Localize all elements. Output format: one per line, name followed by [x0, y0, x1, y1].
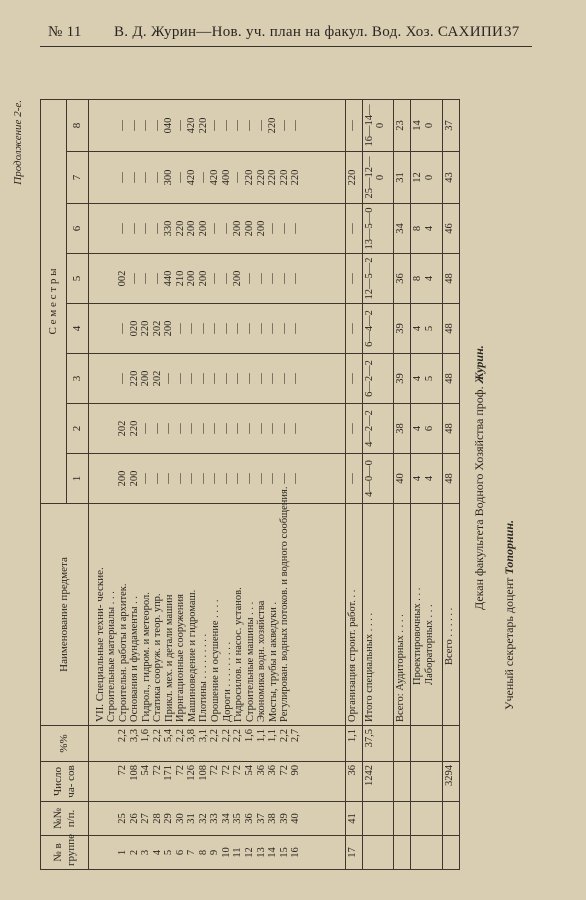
row17-s1: — [345, 454, 362, 504]
section-title: VII. Специальные техни- ческие. [94, 567, 106, 722]
total-special-s1: 4—0—0 [362, 454, 393, 504]
dean-name: Журин. [472, 345, 486, 384]
group-numbers: 1 2 3 4 5 6 7 8 9 10 11 12 13 14 15 16 [89, 836, 346, 870]
total-aud-s3: 39 [394, 354, 411, 404]
grand-s4: 48 [442, 304, 459, 354]
grand-s6: 46 [442, 204, 459, 254]
proj-lab-s6: 8 4 [411, 204, 442, 254]
subject-list: Строительные материалы . . . Строительн. работы и архитек. Основания и фундаменты . . Гидрол., гидром. и метеорол. Статика соорyж. и теор. упр. Прикл. мех. и детали машин Иррнгационные сооружения Машиноведение и гидромаш. Плотины . . . . . . . . . Орошение и осушение . . . . Дороги . . . . . . . . . Гидросилов. и насос. установ. Строительные машины . . . Экономика водн. хозяйства Мосты, трубы и акведуки . Регулирован. водных потоков. и водного сообщения. [106, 486, 291, 722]
grand-label: Всего . . . . . . [442, 504, 459, 726]
total-special-s5: 12—5—2 [362, 254, 393, 304]
total-aud-s5: 36 [394, 254, 411, 304]
table-row-total-special [362, 99, 393, 869]
header-percent: %% [41, 726, 89, 762]
dean-text: Декан факультета Водного Хозяйства проф. [472, 386, 486, 610]
row17-s5: — [345, 254, 362, 304]
total-aud-s7: 31 [394, 152, 411, 204]
semester-7-values: — — — — 300 — 420 — 420 400 — 220 220 220 220 220 [89, 152, 346, 204]
grand-s7: 43 [442, 152, 459, 204]
semester-3: 3 [67, 354, 89, 404]
total-special-s4: 6—4—2 [362, 304, 393, 354]
secretary-signature [502, 150, 517, 710]
total-special-s2: 4—2—2 [362, 404, 393, 454]
proj-lab-s2: 4 6 [411, 404, 442, 454]
row17-name: Организация строит. работ. . . [345, 504, 362, 726]
curriculum-table [40, 99, 460, 870]
total-special-s3: 6—2—2 [362, 354, 393, 404]
row17-s4: — [345, 304, 362, 354]
proj-lab-s4: 4 5 [411, 304, 442, 354]
table-row-17 [345, 99, 362, 869]
semester-8-values: — — — — 040 — 420 220 — — — — — 220 — — [89, 99, 346, 151]
row17-s6: — [345, 204, 362, 254]
row-numbers: 25 26 27 28 29 30 31 32 33 34 35 36 37 38 39 40 [89, 802, 346, 836]
header-semesters: С е м е с т р ы [41, 99, 67, 503]
total-special-s7: 25—12—0 [362, 152, 393, 204]
semester-2: 2 [67, 404, 89, 454]
proj-lab-s1: 4 4 [411, 454, 442, 504]
rotated-table-block [12, 80, 560, 870]
total-special-label: Итого специальных . . . . [362, 504, 393, 726]
semester-6: 6 [67, 204, 89, 254]
page-number: 37 [504, 24, 520, 40]
header-num: №№ п/п. [41, 802, 89, 836]
row17-s8: — [345, 99, 362, 151]
secretary-text: Ученый секретарь доцент [502, 577, 516, 710]
continuation-note: Продолжение 2-е. [12, 100, 24, 185]
semester-1-values: 200 200 — — — — — — — — — — — — — — [89, 454, 346, 504]
total-special-s6: 13—5—0 [362, 204, 393, 254]
grand-s2: 48 [442, 404, 459, 454]
running-title: В. Д. Журин—Нов. уч. план на факул. Вод. Хоз. САХИПИ [114, 24, 504, 40]
header-rule [40, 46, 532, 47]
issue-number: № 11 [48, 24, 82, 40]
semester-7: 7 [67, 152, 89, 204]
proj-lab-label: Проектировочных . . . Лабораторных . . . [411, 504, 442, 726]
total-aud-s6: 34 [394, 204, 411, 254]
semester-3-values: — 220 200 202 — — — — — — — — — — — — [89, 354, 346, 404]
proj-lab-s8: 14 0 [411, 99, 442, 151]
total-aud-s2: 38 [394, 404, 411, 454]
table-row-proj-lab [411, 99, 442, 869]
header-subject: Наименование предмета [41, 504, 89, 726]
semester-8: 8 [67, 99, 89, 151]
total-aud-s4: 39 [394, 304, 411, 354]
percent-values: 2,2 3,3 1,6 2,2 5,4 2,2 3,8 3,1 2,2 2,2 2,2 1,6 1,1 1,1 2,2 2,7 [89, 726, 346, 762]
page-header [36, 22, 536, 48]
row17-s7: 220 [345, 152, 362, 204]
grand-s3: 48 [442, 354, 459, 404]
total-aud-s8: 23 [394, 99, 411, 151]
row17-hours: 36 [345, 762, 362, 802]
row17-s2: — [345, 404, 362, 454]
total-special-pct: 37,5 [362, 726, 393, 762]
semester-1: 1 [67, 454, 89, 504]
semester-2-values: 202 220 — — — — — — — — — — — — — — [89, 404, 346, 454]
hours-values: 72 108 54 72 171 72 126 108 72 72 72 54 36 36 72 90 [89, 762, 346, 802]
row17-s3: — [345, 354, 362, 404]
table-row-section [89, 99, 346, 869]
table-row-total-aud [394, 99, 411, 869]
total-aud-label: Всего: Аудиторных . . . . [394, 504, 411, 726]
secretary-name: Топорнин. [502, 519, 516, 575]
proj-lab-s7: 12 0 [411, 152, 442, 204]
dean-signature [472, 50, 487, 610]
semester-5: 5 [67, 254, 89, 304]
subjects-cell [89, 486, 346, 726]
total-special-hours: 1242 [362, 762, 393, 802]
proj-lab-s5: 8 4 [411, 254, 442, 304]
table-row-grand-total [442, 99, 459, 869]
grand-s8: 37 [442, 99, 459, 151]
semester-5-values: 002 — — — 440 210 200 200 — — 200 — — — — — [89, 254, 346, 304]
header-hours: Число ча- сов [41, 762, 89, 802]
grand-s1: 48 [442, 454, 459, 504]
row17-num: 41 [345, 802, 362, 836]
total-aud-s1: 40 [394, 454, 411, 504]
semester-4: 4 [67, 304, 89, 354]
header-group-no: № в группе [41, 836, 89, 870]
grand-s5: 48 [442, 254, 459, 304]
grand-hours: 3294 [442, 762, 459, 802]
semester-4-values: — 020 220 202 200 — — — — — — — — — — — [89, 304, 346, 354]
proj-lab-s3: 4 5 [411, 354, 442, 404]
row17-pct: 1,1 [345, 726, 362, 762]
row17-group: 17 [345, 836, 362, 870]
total-special-s8: 16—14—0 [362, 99, 393, 151]
semester-6-values: — — — — 330 220 200 200 — — 200 200 200 — — — [89, 204, 346, 254]
